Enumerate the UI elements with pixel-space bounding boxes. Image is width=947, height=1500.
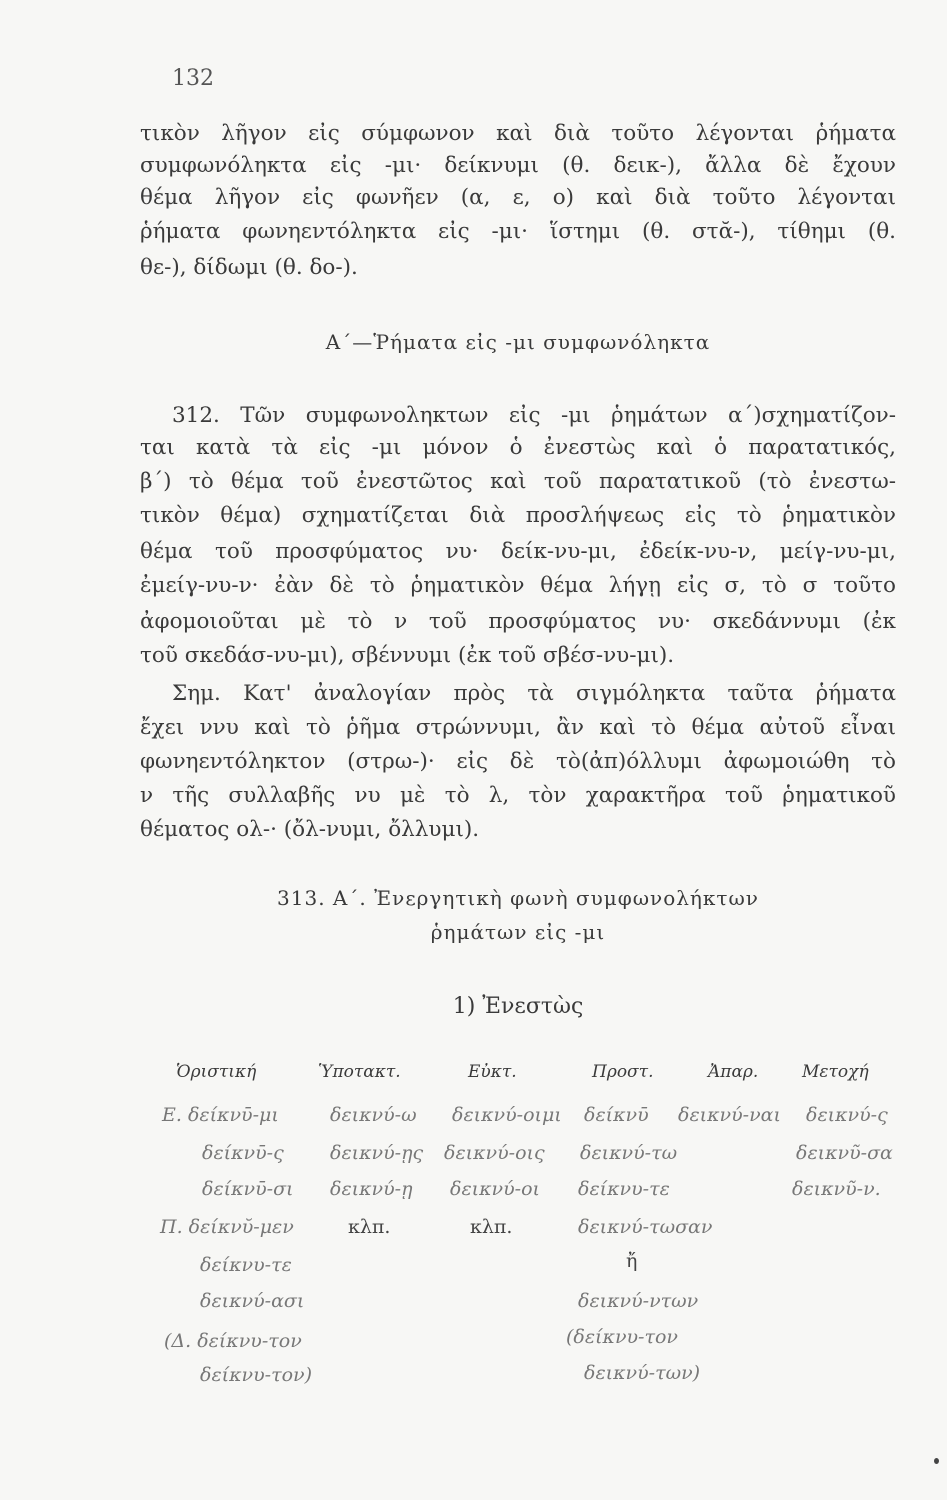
table-cell: δείκνυ-τον)	[200, 1364, 312, 1386]
table-cell: Π. δείκνῠ-μεν	[160, 1216, 294, 1238]
table-cell: δεικνύ-ω	[330, 1104, 417, 1126]
table-cell: δεικνῦ-ν.	[792, 1178, 881, 1200]
table-cell: κλπ.	[470, 1216, 513, 1238]
text-line: θέματος ολ-· (ὄλ-νυμι, ὄλλυμι).	[140, 817, 480, 842]
table-cell: κλπ.	[348, 1216, 391, 1238]
text-line: θέμα τοῦ προσφύματος νυ· δείκ-νυ-μι, ἐδείκ-νυ-ν, μείγ-νυ-μι,	[140, 539, 896, 564]
table-cell: δεικνύ-οι	[450, 1178, 540, 1200]
table-cell: δεικνύ-ασι	[200, 1290, 305, 1312]
text-line: φωνηεντόληκτον (στρω-)· εἰς δὲ τὸ(ἀπ)όλλυμι ἀφωμοιώθη τὸ	[140, 749, 896, 774]
text-line: συμφωνόληκτα εἰς -μι· δείκνυμι (θ. δεικ-), ἄλλα δὲ ἔχουν	[140, 153, 896, 178]
ink-dot	[934, 1458, 939, 1464]
text-line: θε-), δίδωμι (θ. δο-).	[140, 255, 358, 280]
table-cell: δείκνῡ-ς	[202, 1142, 284, 1164]
table-cell: δείκνῡ-σι	[202, 1178, 294, 1200]
table-cell: δείκνυ-τε	[578, 1178, 670, 1200]
table-cell: δείκνῡ	[584, 1104, 649, 1126]
table-cell: δεικνύ-ῃ	[330, 1178, 413, 1200]
subheading: 1) Ἐνεστὼς	[452, 994, 584, 1019]
text-line: ῥήματα φωνηεντόληκτα εἰς -μι· ἵστημι (θ. στᾰ-), τίθημι (θ.	[140, 219, 896, 244]
text-line: Σημ. Κατ' ἀναλογίαν πρὸς τὰ σιγμόληκτα ταῦτα ῥήματα	[172, 681, 896, 706]
text-line: ἐμείγ-νυ-ν· ἐὰν δὲ τὸ ῥηματικὸν θέμα λήγῃ εἰς σ, τὸ σ τοῦτο	[140, 573, 896, 598]
table-cell: δείκνυ-τε	[200, 1254, 292, 1276]
table-header: Εὐκτ.	[468, 1062, 517, 1082]
table-cell: δεικνύ-ς	[806, 1104, 888, 1126]
table-cell: δεικνύ-οιμι	[452, 1104, 562, 1126]
table-cell: (Δ. δείκνυ-τον	[164, 1330, 302, 1352]
table-cell: ἤ	[626, 1250, 638, 1272]
text-line: ται κατὰ τὰ εἰς -μι μόνον ὁ ἐνεστὼς καὶ ὁ παρατατικός,	[140, 435, 896, 460]
table-cell: δεικνῦ-σα	[796, 1142, 893, 1164]
table-cell: δεικνύ-ῃς	[330, 1142, 424, 1164]
text-line: θέμα λῆγον εἰς φωνῆεν (α, ε, ο) καὶ διὰ τοῦτο λέγονται	[140, 185, 896, 210]
table-header: Ἀπαρ.	[708, 1062, 759, 1082]
table-cell: δεικνύ-οις	[444, 1142, 545, 1164]
table-header: Ὑποτακτ.	[318, 1062, 401, 1082]
section-heading: Α΄—Ῥήματα εἰς -μι συμφωνόληκτα	[325, 330, 711, 354]
text-line: ἔχει ννυ καὶ τὸ ῥῆμα στρώννυμι, ἂν καὶ τὸ θέμα αὐτοῦ εἶναι	[140, 715, 896, 740]
table-cell: δεικνύ-ντων	[578, 1290, 699, 1312]
table-cell: Ε. δείκνῡ-μι	[162, 1104, 279, 1126]
table-header: Προστ.	[592, 1062, 654, 1082]
table-header: Μετοχή	[802, 1062, 869, 1082]
table-cell: δεικνύ-τωσαν	[578, 1216, 713, 1238]
table-cell: δεικνύ-των)	[584, 1362, 701, 1384]
text-line: ν τῆς συλλαβῆς νυ μὲ τὸ λ, τὸν χαρακτῆρα τοῦ ῥηματικοῦ	[140, 783, 896, 808]
table-cell: δεικνύ-τω	[580, 1142, 678, 1164]
text-line: τικὸν θέμα) σχηματίζεται διὰ προσλήψεως εἰς τὸ ῥηματικὸν	[140, 503, 896, 528]
section-heading: 313. Α΄. Ἐνεργητικὴ φωνὴ συμφωνολήκτων	[277, 886, 759, 910]
text-line: τοῦ σκεδάσ-νυ-μι), σβέννυμι (ἐκ τοῦ σβέσ-νυ-μι).	[140, 643, 675, 668]
page-number: 132	[172, 66, 214, 91]
table-cell: (δείκνυ-τον	[566, 1326, 678, 1348]
text-line: τικὸν λῆγον εἰς σύμφωνον καὶ διὰ τοῦτο λέγονται ῥήματα	[140, 121, 896, 146]
text-line: β΄) τὸ θέμα τοῦ ἐνεστῶτος καὶ τοῦ παρατατικοῦ (τὸ ἐνεστω-	[140, 469, 896, 494]
table-cell: δεικνύ-ναι	[678, 1104, 781, 1126]
section-heading: ῥημάτων εἰς -μι	[430, 920, 606, 944]
table-header: Ὁριστική	[176, 1062, 257, 1082]
text-line: ἀφομοιοῦται μὲ τὸ ν τοῦ προσφύματος νυ· σκεδάννυμι (ἐκ	[140, 609, 896, 634]
text-line: 312. Τῶν συμφωνοληκτων εἰς -μι ῥημάτων α΄)σχηματίζον-	[172, 403, 896, 428]
